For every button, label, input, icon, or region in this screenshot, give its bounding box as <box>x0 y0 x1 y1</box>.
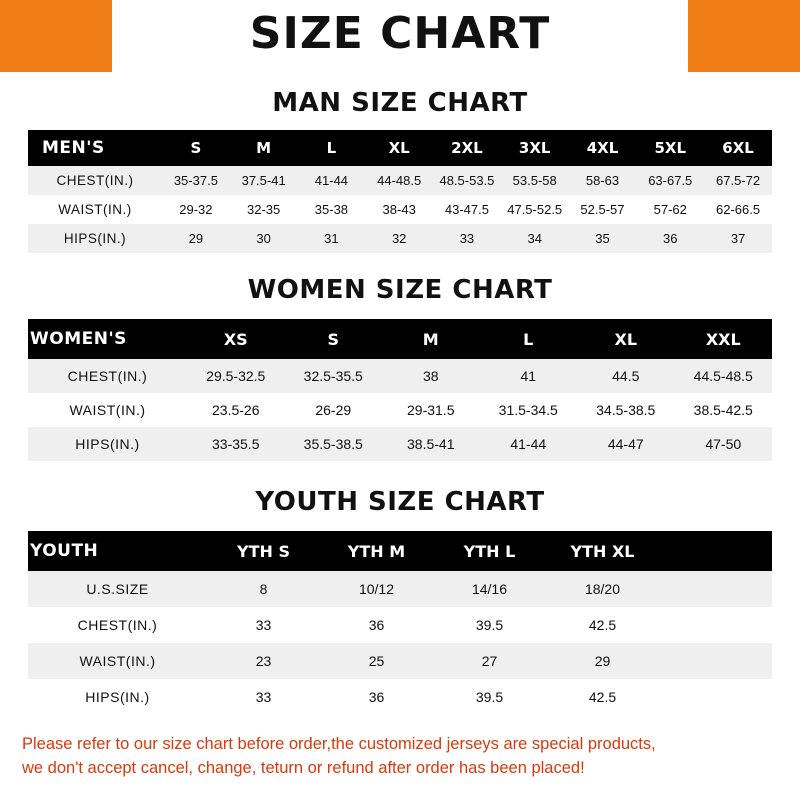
men-hips-l: 31 <box>298 224 366 253</box>
page-title: SIZE CHART <box>249 8 551 59</box>
women-chest-xs: 29.5-32.5 <box>187 359 285 393</box>
youth-ussize-xl: 18/20 <box>546 571 659 607</box>
men-section-title: MAN SIZE CHART <box>272 88 528 118</box>
men-waist-6xl: 62-66.5 <box>704 195 772 224</box>
women-chest-xxl: 44.5-48.5 <box>675 359 773 393</box>
youth-hips-m: 36 <box>320 679 433 715</box>
men-chest-l: 41-44 <box>298 166 366 195</box>
banner-inner <box>112 0 688 72</box>
women-hips-m: 38.5-41 <box>382 427 480 461</box>
men-col-6xl: 6XL <box>704 130 772 166</box>
men-row-header: MEN'S <box>28 130 162 166</box>
men-chest-2xl: 48.5-53.5 <box>433 166 501 195</box>
youth-size-table <box>28 531 772 715</box>
table-row <box>28 679 772 715</box>
women-size-table <box>28 319 772 461</box>
men-waist-m: 32-35 <box>230 195 298 224</box>
men-col-l: L <box>298 130 366 166</box>
youth-col-s: YTH S <box>207 531 320 571</box>
youth-hips-spacer <box>659 679 772 715</box>
men-waist-3xl: 47.5-52.5 <box>501 195 569 224</box>
men-col-4xl: 4XL <box>569 130 637 166</box>
men-chest-5xl: 63-67.5 <box>636 166 704 195</box>
women-chest-xl: 44.5 <box>577 359 675 393</box>
youth-hips-label: HIPS(IN.) <box>28 679 207 715</box>
table-row <box>28 166 772 195</box>
youth-col-spacer <box>659 531 772 571</box>
youth-ussize-l: 14/16 <box>433 571 546 607</box>
women-section-title: WOMEN SIZE CHART <box>247 275 553 305</box>
men-hips-4xl: 35 <box>569 224 637 253</box>
note-line-2: we don't accept cancel, change, teturn or refund after order has been placed! <box>22 758 585 777</box>
banner <box>0 0 800 72</box>
men-hips-xl: 32 <box>365 224 433 253</box>
women-chest-l: 41 <box>480 359 578 393</box>
youth-hips-s: 33 <box>207 679 320 715</box>
youth-col-xl: YTH XL <box>546 531 659 571</box>
women-waist-xs: 23.5-26 <box>187 393 285 427</box>
men-waist-label: WAIST(IN.) <box>28 195 162 224</box>
women-waist-label: WAIST(IN.) <box>28 393 187 427</box>
women-hips-xl: 44-47 <box>577 427 675 461</box>
women-col-l: L <box>480 319 578 359</box>
order-policy-note <box>22 733 778 781</box>
youth-ussize-m: 10/12 <box>320 571 433 607</box>
men-size-table <box>28 130 772 253</box>
youth-row-header: YOUTH <box>28 531 207 571</box>
men-hips-3xl: 34 <box>501 224 569 253</box>
women-hips-xxl: 47-50 <box>675 427 773 461</box>
men-col-s: S <box>162 130 230 166</box>
table-header-row <box>28 130 772 166</box>
youth-waist-spacer <box>659 643 772 679</box>
women-waist-l: 31.5-34.5 <box>480 393 578 427</box>
youth-chest-spacer <box>659 607 772 643</box>
youth-chest-xl: 42.5 <box>546 607 659 643</box>
youth-col-m: YTH M <box>320 531 433 571</box>
youth-hips-l: 39.5 <box>433 679 546 715</box>
women-table-body <box>28 359 772 461</box>
men-waist-l: 35-38 <box>298 195 366 224</box>
men-chest-m: 37.5-41 <box>230 166 298 195</box>
note-line-1: Please refer to our size chart before order,the customized jerseys are special products, <box>22 735 656 753</box>
youth-chest-l: 39.5 <box>433 607 546 643</box>
table-row <box>28 224 772 253</box>
youth-waist-l: 27 <box>433 643 546 679</box>
women-waist-xxl: 38.5-42.5 <box>675 393 773 427</box>
men-chest-s: 35-37.5 <box>162 166 230 195</box>
men-hips-5xl: 36 <box>636 224 704 253</box>
men-hips-s: 29 <box>162 224 230 253</box>
men-waist-5xl: 57-62 <box>636 195 704 224</box>
table-header-row <box>28 531 772 571</box>
men-waist-s: 29-32 <box>162 195 230 224</box>
women-waist-s: 26-29 <box>285 393 383 427</box>
men-chest-3xl: 53.5-58 <box>501 166 569 195</box>
table-row <box>28 393 772 427</box>
men-col-m: M <box>230 130 298 166</box>
table-row <box>28 643 772 679</box>
men-hips-6xl: 37 <box>704 224 772 253</box>
women-col-xl: XL <box>577 319 675 359</box>
women-col-xxl: XXL <box>675 319 773 359</box>
youth-chest-m: 36 <box>320 607 433 643</box>
men-chest-6xl: 67.5-72 <box>704 166 772 195</box>
youth-hips-xl: 42.5 <box>546 679 659 715</box>
women-chest-m: 38 <box>382 359 480 393</box>
men-col-xl: XL <box>365 130 433 166</box>
women-hips-label: HIPS(IN.) <box>28 427 187 461</box>
youth-chest-s: 33 <box>207 607 320 643</box>
men-hips-label: HIPS(IN.) <box>28 224 162 253</box>
youth-col-l: YTH L <box>433 531 546 571</box>
table-row <box>28 571 772 607</box>
men-waist-2xl: 43-47.5 <box>433 195 501 224</box>
table-row <box>28 359 772 393</box>
table-row <box>28 427 772 461</box>
men-chest-4xl: 58-63 <box>569 166 637 195</box>
table-row <box>28 195 772 224</box>
men-chest-xl: 44-48.5 <box>365 166 433 195</box>
content <box>0 88 800 715</box>
women-hips-l: 41-44 <box>480 427 578 461</box>
youth-ussize-s: 8 <box>207 571 320 607</box>
youth-table-header <box>28 531 772 571</box>
women-col-m: M <box>382 319 480 359</box>
women-waist-m: 29-31.5 <box>382 393 480 427</box>
youth-waist-m: 25 <box>320 643 433 679</box>
men-hips-2xl: 33 <box>433 224 501 253</box>
youth-chest-label: CHEST(IN.) <box>28 607 207 643</box>
youth-waist-xl: 29 <box>546 643 659 679</box>
men-col-5xl: 5XL <box>636 130 704 166</box>
women-chest-s: 32.5-35.5 <box>285 359 383 393</box>
youth-table-body <box>28 571 772 715</box>
men-col-3xl: 3XL <box>501 130 569 166</box>
women-hips-xs: 33-35.5 <box>187 427 285 461</box>
men-col-2xl: 2XL <box>433 130 501 166</box>
youth-section-title: YOUTH SIZE CHART <box>255 487 545 517</box>
youth-waist-s: 23 <box>207 643 320 679</box>
men-table-body <box>28 166 772 253</box>
men-hips-m: 30 <box>230 224 298 253</box>
women-chest-label: CHEST(IN.) <box>28 359 187 393</box>
women-row-header: WOMEN'S <box>28 319 187 359</box>
women-table-header <box>28 319 772 359</box>
men-waist-xl: 38-43 <box>365 195 433 224</box>
women-col-s: S <box>285 319 383 359</box>
youth-ussize-label: U.S.SIZE <box>28 571 207 607</box>
table-header-row <box>28 319 772 359</box>
youth-waist-label: WAIST(IN.) <box>28 643 207 679</box>
men-table-header <box>28 130 772 166</box>
men-chest-label: CHEST(IN.) <box>28 166 162 195</box>
women-hips-s: 35.5-38.5 <box>285 427 383 461</box>
men-waist-4xl: 52.5-57 <box>569 195 637 224</box>
women-col-xs: XS <box>187 319 285 359</box>
table-row <box>28 607 772 643</box>
women-waist-xl: 34.5-38.5 <box>577 393 675 427</box>
youth-ussize-spacer <box>659 571 772 607</box>
